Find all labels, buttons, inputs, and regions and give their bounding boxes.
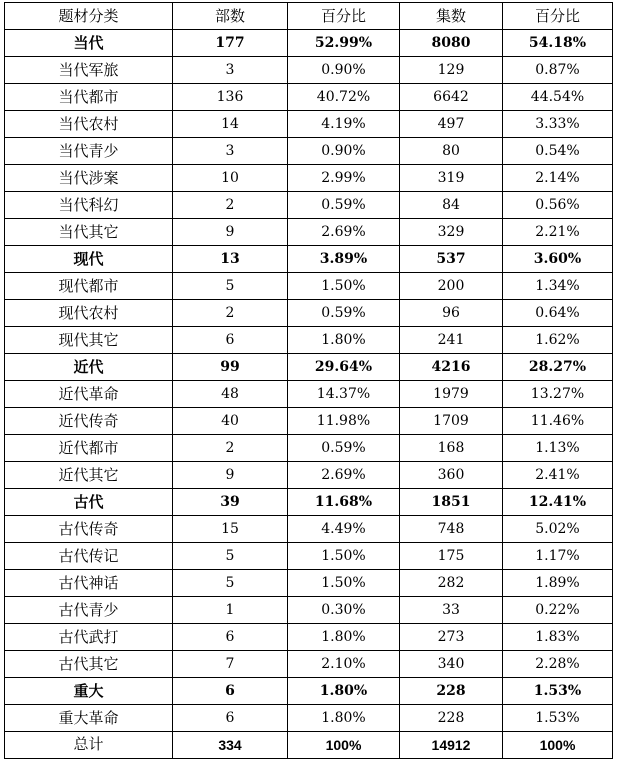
count-cell: 9 [173, 462, 288, 489]
episodes-cell: 4216 [400, 354, 503, 381]
episodes-cell: 537 [400, 246, 503, 273]
genre-cell: 古代传奇 [5, 516, 173, 543]
episodes-percent-cell: 1.34% [503, 273, 613, 300]
genre-cell: 重大 [5, 678, 173, 705]
genre-cell: 当代青少 [5, 138, 173, 165]
episodes-cell: 228 [400, 705, 503, 732]
category-row [5, 354, 613, 381]
count-percent-cell: 0.59% [288, 435, 400, 462]
episodes-cell: 14912 [400, 732, 503, 759]
total-row [5, 732, 613, 759]
count-cell: 5 [173, 543, 288, 570]
count-cell: 99 [173, 354, 288, 381]
genre-cell: 现代 [5, 246, 173, 273]
count-percent-cell: 0.90% [288, 138, 400, 165]
episodes-percent-cell: 2.21% [503, 219, 613, 246]
count-percent-cell: 29.64% [288, 354, 400, 381]
count-cell: 40 [173, 408, 288, 435]
count-percent-cell: 14.37% [288, 381, 400, 408]
episodes-cell: 175 [400, 543, 503, 570]
count-percent-cell: 11.98% [288, 408, 400, 435]
episodes-cell: 748 [400, 516, 503, 543]
genre-cell: 古代传记 [5, 543, 173, 570]
table-row [5, 597, 613, 624]
count-percent-cell: 1.50% [288, 570, 400, 597]
count-cell: 15 [173, 516, 288, 543]
table-row [5, 273, 613, 300]
table-row [5, 624, 613, 651]
episodes-cell: 1979 [400, 381, 503, 408]
genre-statistics-table [4, 2, 613, 759]
episodes-percent-cell: 54.18% [503, 30, 613, 57]
episodes-percent-cell: 44.54% [503, 84, 613, 111]
episodes-cell: 84 [400, 192, 503, 219]
episodes-cell: 33 [400, 597, 503, 624]
genre-cell: 当代都市 [5, 84, 173, 111]
count-cell: 6 [173, 705, 288, 732]
episodes-percent-cell: 2.41% [503, 462, 613, 489]
episodes-percent-cell: 5.02% [503, 516, 613, 543]
genre-cell: 当代其它 [5, 219, 173, 246]
genre-cell: 当代军旅 [5, 57, 173, 84]
episodes-percent-cell: 12.41% [503, 489, 613, 516]
episodes-cell: 6642 [400, 84, 503, 111]
episodes-cell: 1851 [400, 489, 503, 516]
genre-cell: 近代 [5, 354, 173, 381]
table-row [5, 165, 613, 192]
table-row [5, 192, 613, 219]
header-genre: 题材分类 [5, 3, 173, 30]
table-row [5, 138, 613, 165]
episodes-percent-cell: 1.53% [503, 705, 613, 732]
header-episodes-percent: 百分比 [503, 3, 613, 30]
count-cell: 14 [173, 111, 288, 138]
count-percent-cell: 1.80% [288, 705, 400, 732]
table-row [5, 651, 613, 678]
episodes-cell: 360 [400, 462, 503, 489]
count-percent-cell: 4.49% [288, 516, 400, 543]
count-percent-cell: 1.50% [288, 543, 400, 570]
episodes-cell: 228 [400, 678, 503, 705]
episodes-percent-cell: 0.56% [503, 192, 613, 219]
episodes-cell: 340 [400, 651, 503, 678]
count-percent-cell: 0.59% [288, 300, 400, 327]
genre-cell: 近代都市 [5, 435, 173, 462]
genre-cell: 古代 [5, 489, 173, 516]
header-count: 部数 [173, 3, 288, 30]
count-percent-cell: 1.80% [288, 327, 400, 354]
count-cell: 3 [173, 57, 288, 84]
table-header-row [5, 3, 613, 30]
episodes-cell: 273 [400, 624, 503, 651]
episodes-cell: 497 [400, 111, 503, 138]
count-percent-cell: 100% [288, 732, 400, 759]
table-row [5, 408, 613, 435]
table-row [5, 435, 613, 462]
table-row [5, 84, 613, 111]
count-percent-cell: 0.30% [288, 597, 400, 624]
episodes-percent-cell: 1.17% [503, 543, 613, 570]
category-row [5, 30, 613, 57]
count-cell: 13 [173, 246, 288, 273]
count-cell: 334 [173, 732, 288, 759]
episodes-cell: 96 [400, 300, 503, 327]
genre-cell: 现代农村 [5, 300, 173, 327]
genre-cell: 现代都市 [5, 273, 173, 300]
genre-cell: 当代 [5, 30, 173, 57]
table-row [5, 219, 613, 246]
table-row [5, 462, 613, 489]
genre-cell: 近代其它 [5, 462, 173, 489]
count-cell: 2 [173, 192, 288, 219]
count-percent-cell: 0.59% [288, 192, 400, 219]
count-percent-cell: 40.72% [288, 84, 400, 111]
episodes-percent-cell: 11.46% [503, 408, 613, 435]
episodes-percent-cell: 1.62% [503, 327, 613, 354]
category-row [5, 678, 613, 705]
genre-cell: 当代科幻 [5, 192, 173, 219]
episodes-percent-cell: 100% [503, 732, 613, 759]
table-row [5, 327, 613, 354]
episodes-percent-cell: 1.83% [503, 624, 613, 651]
episodes-cell: 8080 [400, 30, 503, 57]
count-percent-cell: 4.19% [288, 111, 400, 138]
genre-cell: 古代神话 [5, 570, 173, 597]
header-count-percent: 百分比 [288, 3, 400, 30]
count-cell: 177 [173, 30, 288, 57]
count-cell: 1 [173, 597, 288, 624]
count-cell: 5 [173, 570, 288, 597]
episodes-cell: 129 [400, 57, 503, 84]
episodes-percent-cell: 3.60% [503, 246, 613, 273]
table-body [5, 30, 613, 759]
episodes-cell: 282 [400, 570, 503, 597]
count-cell: 10 [173, 165, 288, 192]
table-row [5, 111, 613, 138]
table-row [5, 300, 613, 327]
count-percent-cell: 1.50% [288, 273, 400, 300]
episodes-percent-cell: 0.54% [503, 138, 613, 165]
count-percent-cell: 2.99% [288, 165, 400, 192]
count-percent-cell: 1.80% [288, 624, 400, 651]
count-percent-cell: 2.69% [288, 219, 400, 246]
episodes-percent-cell: 1.13% [503, 435, 613, 462]
episodes-percent-cell: 28.27% [503, 354, 613, 381]
count-cell: 5 [173, 273, 288, 300]
table-row [5, 543, 613, 570]
genre-cell: 古代其它 [5, 651, 173, 678]
episodes-cell: 319 [400, 165, 503, 192]
episodes-cell: 80 [400, 138, 503, 165]
episodes-percent-cell: 2.28% [503, 651, 613, 678]
category-row [5, 246, 613, 273]
count-cell: 2 [173, 300, 288, 327]
count-cell: 7 [173, 651, 288, 678]
count-percent-cell: 1.80% [288, 678, 400, 705]
episodes-cell: 200 [400, 273, 503, 300]
episodes-cell: 1709 [400, 408, 503, 435]
genre-cell: 现代其它 [5, 327, 173, 354]
genre-cell: 当代农村 [5, 111, 173, 138]
category-row [5, 489, 613, 516]
header-episodes: 集数 [400, 3, 503, 30]
genre-cell: 近代革命 [5, 381, 173, 408]
count-cell: 6 [173, 624, 288, 651]
count-percent-cell: 2.10% [288, 651, 400, 678]
count-percent-cell: 11.68% [288, 489, 400, 516]
genre-cell: 古代青少 [5, 597, 173, 624]
count-cell: 136 [173, 84, 288, 111]
table-row [5, 57, 613, 84]
episodes-percent-cell: 13.27% [503, 381, 613, 408]
count-cell: 3 [173, 138, 288, 165]
count-cell: 9 [173, 219, 288, 246]
count-percent-cell: 3.89% [288, 246, 400, 273]
episodes-percent-cell: 0.64% [503, 300, 613, 327]
episodes-cell: 241 [400, 327, 503, 354]
count-cell: 48 [173, 381, 288, 408]
episodes-cell: 329 [400, 219, 503, 246]
table-row [5, 705, 613, 732]
episodes-percent-cell: 0.22% [503, 597, 613, 624]
count-percent-cell: 52.99% [288, 30, 400, 57]
genre-cell: 古代武打 [5, 624, 173, 651]
episodes-cell: 168 [400, 435, 503, 462]
episodes-percent-cell: 3.33% [503, 111, 613, 138]
episodes-percent-cell: 2.14% [503, 165, 613, 192]
episodes-percent-cell: 1.89% [503, 570, 613, 597]
genre-cell: 重大革命 [5, 705, 173, 732]
genre-cell: 总计 [5, 732, 173, 759]
episodes-percent-cell: 0.87% [503, 57, 613, 84]
table-row [5, 516, 613, 543]
table-row [5, 381, 613, 408]
count-percent-cell: 2.69% [288, 462, 400, 489]
count-cell: 2 [173, 435, 288, 462]
count-cell: 6 [173, 678, 288, 705]
count-cell: 39 [173, 489, 288, 516]
genre-cell: 当代涉案 [5, 165, 173, 192]
table-row [5, 570, 613, 597]
episodes-percent-cell: 1.53% [503, 678, 613, 705]
count-cell: 6 [173, 327, 288, 354]
count-percent-cell: 0.90% [288, 57, 400, 84]
genre-cell: 近代传奇 [5, 408, 173, 435]
